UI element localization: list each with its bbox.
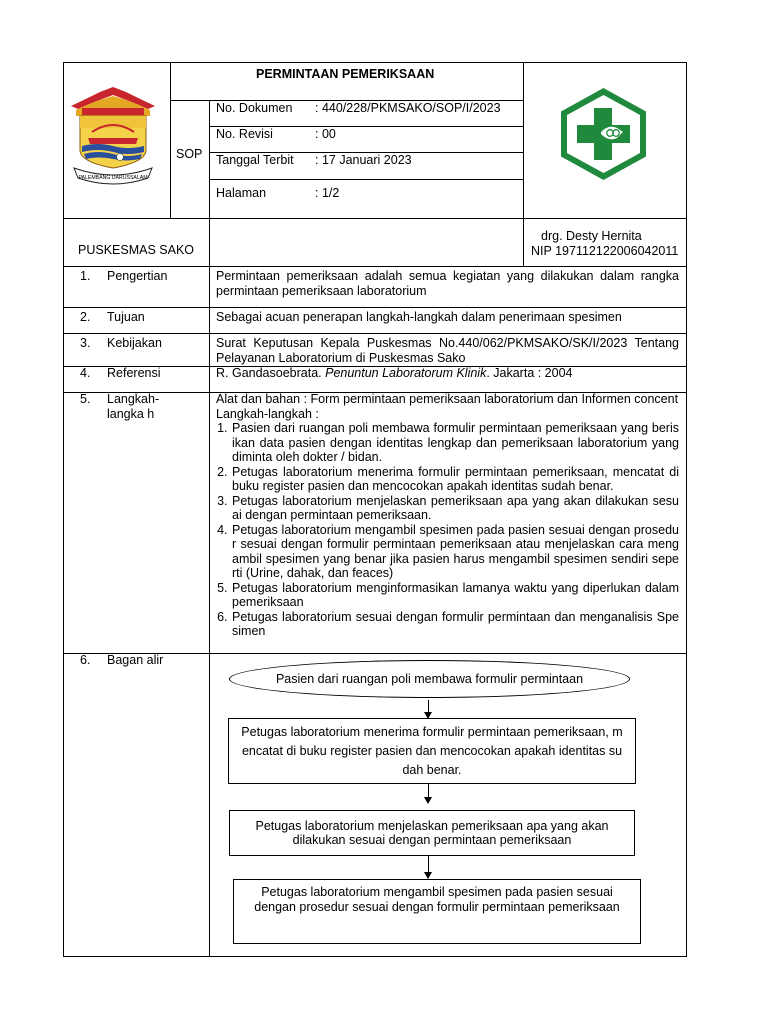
- sop-label: SOP: [176, 147, 203, 161]
- list-item: 6. Petugas laboratorium sesuai dengan formulir permintaan dan menganalisis Spe simen: [231, 610, 679, 639]
- section-label-pengertian: Pengertian: [107, 269, 168, 283]
- langkah-list: [216, 421, 679, 639]
- tujuan-text: Sebagai acuan penerapan langkah-langkah dalam penerimaan spesimen: [216, 310, 622, 324]
- field-value-tanggal-terbit: : 17 Januari 2023: [315, 153, 412, 167]
- list-item: 4. Petugas laboratorium mengambil spesimen pada pasien sesuai dengan prosedu r sesuai dengan formulir permintaan pemeriksaan atau menjelaskan cara meng ambil spesimen yang benar jika pasien harus mengambil spesimen sendiri sepe rti (Urine, dahak, dan feaces): [231, 523, 679, 581]
- list-item: 1. Pasien dari ruangan poli membawa formulir permintaan pemeriksaan yang beris ikan data pasien dengan identitas lengkap dan pemeriksaan laboratorium yang diminta oleh dokter / bidan.: [231, 421, 679, 465]
- pengertian-text: Permintaan pemeriksaan adalah semua kegiatan yang dilakukan dalam rangka permintaan pemeriksaan laboratorium: [216, 269, 679, 298]
- referensi-book-title: Penuntun Laboratorum Klinik: [325, 366, 487, 380]
- field-label-no-dokumen: No. Dokumen: [216, 101, 293, 115]
- list-item: 5. Petugas laboratorium menginformasikan lamanya waktu yang diperlukan dalam pemeriksaan: [231, 581, 679, 610]
- section-number: 1.: [80, 269, 91, 283]
- section-number: 2.: [80, 310, 91, 324]
- flow-arrow: [428, 700, 429, 718]
- city-crest-logo: [68, 86, 158, 186]
- langkah-heading: Langkah-langkah :: [216, 406, 319, 421]
- list-item: 2. Petugas laboratorium menerima formulir permintaan pemeriksaan, mencatat di buku register pasien dan mencocokan apakah identitas sudah benar.: [231, 465, 679, 494]
- section-number: 5.: [80, 392, 91, 406]
- section-number: 4.: [80, 366, 91, 380]
- section-number: 6.: [80, 653, 91, 667]
- section-label-bagan-alir: Bagan alir: [107, 653, 164, 667]
- puskesmas-logo: [557, 86, 650, 182]
- section-label-tujuan: Tujuan: [107, 310, 145, 324]
- field-value-halaman: : 1/2: [315, 186, 340, 200]
- puskesmas-name: PUSKESMAS SAKO: [78, 243, 195, 257]
- flow-step-box: Petugas laboratorium menerima formulir permintaan pemeriksaan, m encatat di buku register pasien dan mencocokan apakah identitas su dah benar.: [228, 718, 636, 784]
- field-label-halaman: Halaman: [216, 186, 267, 200]
- referensi-author: R. Gandasoebrata.: [216, 366, 326, 380]
- flow-arrow: [428, 784, 429, 803]
- puskesmas-cross-icon: [557, 86, 650, 182]
- signer-nip: NIP 197112122006042011: [531, 244, 679, 258]
- flow-start-oval: Pasien dari ruangan poli membawa formulir permintaan: [229, 660, 630, 698]
- section-label-referensi: Referensi: [107, 366, 161, 380]
- field-label-no-revisi: No. Revisi: [216, 127, 273, 141]
- field-value-no-revisi: : 00: [315, 127, 336, 141]
- svg-text:PALEMBANG DARUSSALAM: PALEMBANG DARUSSALAM: [78, 175, 148, 181]
- signer-name: drg. Desty Hernita: [541, 229, 642, 243]
- section-number: 3.: [80, 336, 91, 350]
- field-label-tanggal-terbit: Tanggal Terbit: [216, 153, 294, 167]
- referensi-tail: . Jakarta : 2004: [486, 366, 573, 380]
- crest-icon: [68, 86, 158, 186]
- referensi-text: [216, 366, 679, 381]
- document-title: PERMINTAAN PEMERIKSAAN: [256, 67, 435, 81]
- field-value-no-dokumen: : 440/228/PKMSAKO/SOP/I/2023: [315, 101, 501, 115]
- flow-arrow: [428, 856, 429, 878]
- section-label-langkah: Langkah-langka h: [107, 392, 160, 421]
- alat-bahan-text: Alat dan bahan : Form permintaan pemeriksaan laboratorium dan Informen concent: [216, 392, 679, 406]
- section-label-kebijakan: Kebijakan: [107, 336, 162, 350]
- flow-step-box: Petugas laboratorium menjelaskan pemeriksaan apa yang akan dilakukan sesuai dengan permintaan pemeriksaan: [229, 810, 635, 856]
- flow-step-box: Petugas laboratorium mengambil spesimen pada pasien sesuai dengan prosedur sesuai dengan formulir permintaan pemeriksaan: [233, 879, 641, 944]
- kebijakan-text: Surat Keputusan Kepala Puskesmas No.440/062/PKMSAKO/SK/I/2023 Tentang Pelayanan Laboratorium di Puskesmas Sako: [216, 336, 679, 365]
- langkah-content: [216, 392, 679, 639]
- list-item: 3. Petugas laboratorium menjelaskan pemeriksaan apa yang akan dilakukan sesu ai dengan permintaan pemeriksaan.: [231, 494, 679, 523]
